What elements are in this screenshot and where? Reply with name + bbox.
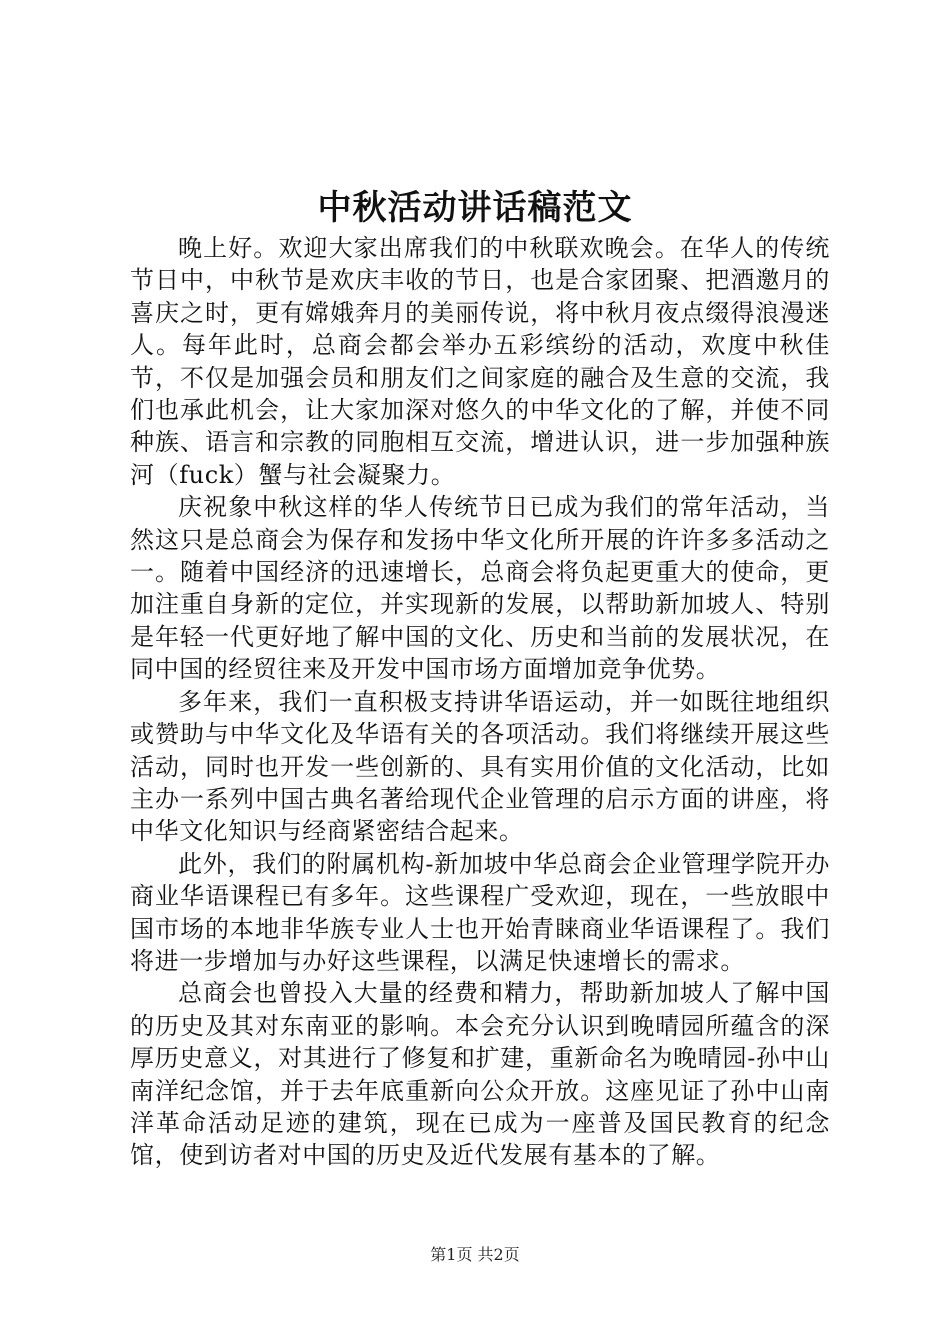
paragraph-4: 此外，我们的附属机构-新加坡中华总商会企业管理学院开办商业华语课程已有多年。这些课程广受欢迎，现在，一些放眼中国市场的本地非华族专业人士也开始青睐商业华语课程了。我们将进一步增加与办好这些课程，以满足快速增长的需求。 (130, 849, 830, 975)
document-title: 中秋活动讲话稿范文 (317, 188, 633, 228)
paragraph-5: 总商会也曾投入大量的经费和精力，帮助新加坡人了解中国的历史及其对东南亚的影响。本会充分认识到晚晴园所蕴含的深厚历史意义，对其进行了修复和扩建，重新命名为晚晴园-孙中山南洋纪念馆，并于去年底重新向公众开放。这座见证了孙中山南洋革命活动足迹的建筑，现在已成为一座普及国民教育的纪念馆，使到访者对中国的历史及近代发展有基本的了解。 (130, 979, 830, 1170)
paragraph-1: 晚上好。欢迎大家出席我们的中秋联欢晚会。在华人的传统节日中，中秋节是欢庆丰收的节日，也是合家团聚、把酒邀月的喜庆之时，更有嫦娥奔月的美丽传说，将中秋月夜点缀得浪漫迷人。每年此时，总商会都会举办五彩缤纷的活动，欢度中秋佳节，不仅是加强会员和朋友们之间家庭的融合及生意的交流，我们也承此机会，让大家加深对悠久的中华文化的了解，并使不同种族、语言和宗教的同胞相互交流，增进认识，进一步加强种族河（fuck）蟹与社会凝聚力。 (130, 234, 830, 489)
paragraph-2: 庆祝象中秋这样的华人传统节日已成为我们的常年活动，当然这只是总商会为保存和发扬中华文化所开展的许许多多活动之一。随着中国经济的迅速增长，总商会将负起更重大的使命，更加注重自身新的定位，并实现新的发展，以帮助新加坡人、特别是年轻一代更好地了解中国的文化、历史和当前的发展状况，在同中国的经贸往来及开发中国市场方面增加竞争优势。 (130, 493, 830, 684)
paragraph-3: 多年来，我们一直积极支持讲华语运动，并一如既往地组织或赞助与中华文化及华语有关的各项活动。我们将继续开展这些活动，同时也开发一些创新的、具有实用价值的文化活动，比如主办一系列中国古典名著给现代企业管理的启示方面的讲座，将中华文化知识与经商紧密结合起来。 (130, 687, 830, 846)
document-body (130, 232, 830, 1172)
page-number-footer: 第1页 共2页 (430, 1245, 520, 1264)
